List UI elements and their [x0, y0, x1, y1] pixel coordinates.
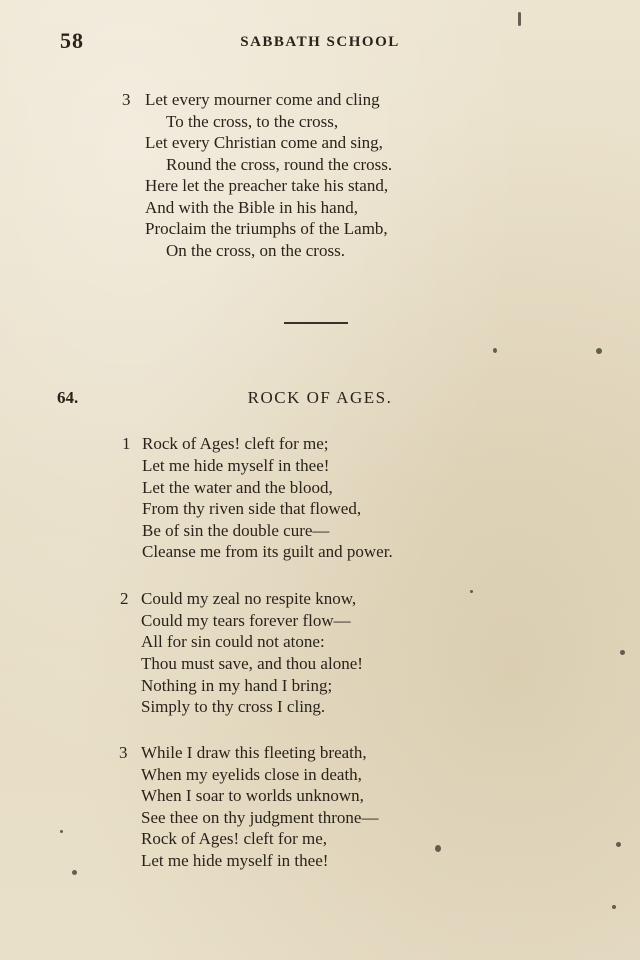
page-number: 58	[60, 28, 84, 53]
paper-speck	[60, 830, 63, 833]
hymn-number: 64.	[57, 388, 79, 407]
hymn-title: ROCK OF AGES.	[247, 388, 393, 407]
paper-speck	[470, 590, 473, 593]
verse-line: Let the water and the blood,	[142, 478, 333, 497]
verse-line: Let every mourner come and cling	[145, 90, 380, 109]
stanza-number: 3	[122, 90, 131, 109]
verse-line: Let every Christian come and sing,	[145, 133, 383, 152]
verse-line: Round the cross, round the cross.	[166, 155, 393, 174]
paper-speck	[518, 12, 521, 26]
stanza-number: 2	[120, 589, 129, 608]
verse-line: To the cross, to the cross,	[166, 112, 339, 131]
verse-line: Thou must save, and thou alone!	[141, 654, 363, 673]
section-divider	[284, 322, 348, 324]
verse-line: Nothing in my hand I bring;	[141, 676, 333, 695]
verse-line: And with the Bible in his hand,	[145, 198, 358, 217]
verse-line: Rock of Ages! cleft for me;	[142, 434, 329, 453]
verse-line: Simply to thy cross I cling.	[141, 697, 326, 716]
verse-line: Proclaim the triumphs of the Lamb,	[145, 219, 388, 238]
paper-speck	[620, 650, 625, 655]
paper-speck	[435, 845, 441, 852]
verse-line: While I draw this fleeting breath,	[141, 743, 367, 762]
verse-line: When I soar to worlds unknown,	[141, 786, 364, 805]
verse-line: From thy riven side that flowed,	[142, 499, 362, 518]
paper-speck	[493, 348, 497, 353]
paper-speck	[612, 905, 616, 909]
running-title: SABBATH SCHOOL	[240, 34, 400, 50]
stanza-number: 3	[119, 743, 128, 762]
verse-line: When my eyelids close in death,	[141, 765, 362, 784]
verse-line: Let me hide myself in thee!	[142, 456, 330, 475]
verse-line: Be of sin the double cure—	[142, 521, 330, 540]
verse-line: Let me hide myself in thee!	[141, 851, 329, 870]
stanza-number: 1	[122, 434, 131, 453]
verse-line: Here let the preacher take his stand,	[145, 176, 389, 195]
verse-line: On the cross, on the cross.	[166, 241, 345, 260]
paper-speck	[616, 842, 621, 847]
paper-speck	[596, 348, 602, 354]
verse-line: See thee on thy judgment throne—	[141, 808, 379, 827]
verse-line: Could my zeal no respite know,	[141, 589, 357, 608]
paper-speck	[72, 870, 77, 875]
verse-line: All for sin could not atone:	[141, 632, 325, 651]
verse-line: Rock of Ages! cleft for me,	[141, 829, 327, 848]
verse-line: Cleanse me from its guilt and power.	[142, 542, 393, 561]
verse-line: Could my tears forever flow—	[141, 611, 351, 630]
